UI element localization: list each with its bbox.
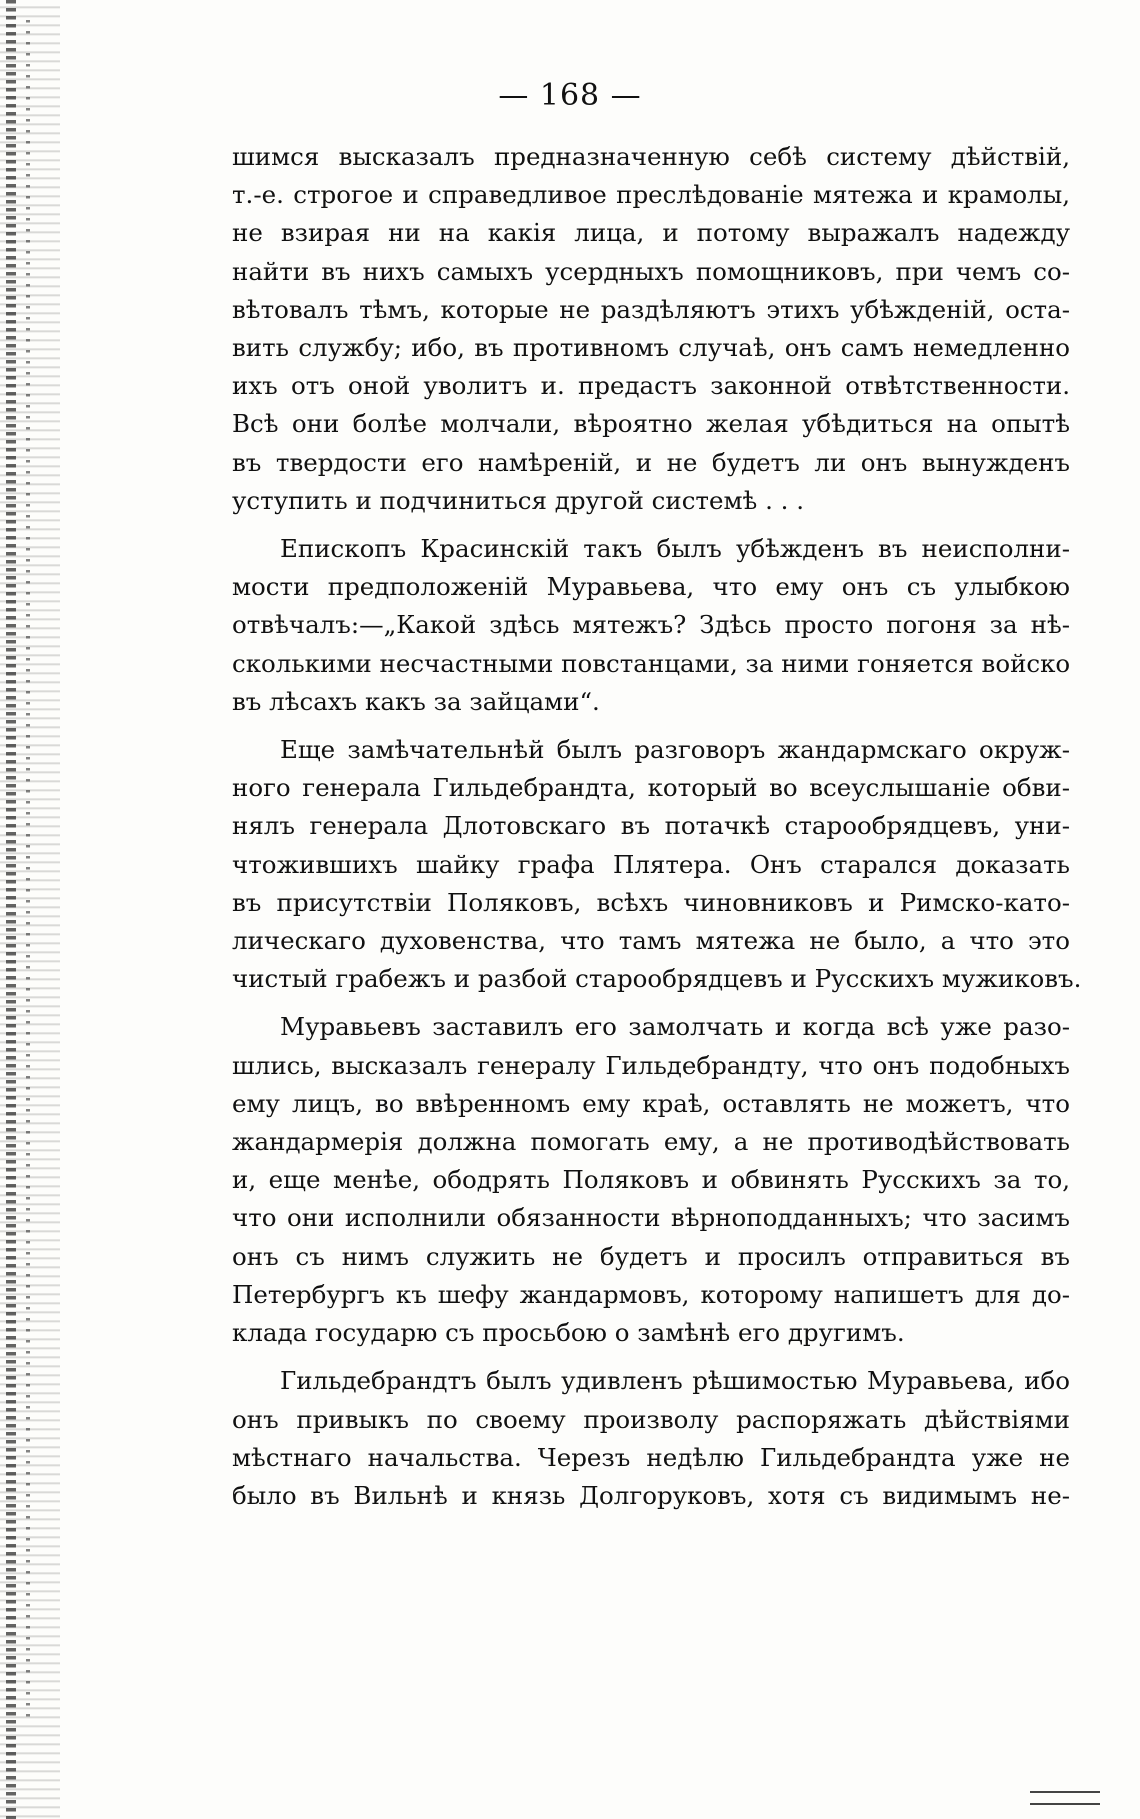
paragraph <box>232 138 1070 520</box>
page-number: — 168 — <box>498 78 642 113</box>
text-line: Петербургъ къ шефу жандармовъ, которому напишетъ для до- <box>232 1279 1070 1309</box>
text-line: т.-е. строгое и справедливое преслѣдованіе мятежа и крамолы, <box>232 180 1070 210</box>
paragraph <box>232 731 1082 998</box>
text-line: Еще замѣчательнѣй былъ разговоръ жандармскаго окруж- <box>280 735 1070 765</box>
text-line: было въ Вильнѣ и князь Долгоруковъ, хотя съ видимымъ не- <box>232 1480 1070 1510</box>
text-line: отвѣчалъ:—„Какой здѣсь мятежъ? Здѣсь просто погоня за нѣ- <box>232 610 1070 640</box>
text-line: шимся высказалъ предназначенную себѣ систему дѣйствій, <box>232 142 1070 171</box>
bottom-rule <box>1030 1791 1100 1793</box>
text-line: жандармерія должна помогать ему, а не противодѣйствовать <box>232 1127 1070 1157</box>
text-line: въ присутствіи Поляковъ, всѣхъ чиновниковъ и Римско-като- <box>232 887 1070 917</box>
text-line: найти въ нихъ самыхъ усердныхъ помощниковъ, при чемъ со- <box>232 256 1070 286</box>
text-line: вить службу; ибо, въ противномъ случаѣ, онъ самъ немедленно <box>232 333 1070 363</box>
text-line: мости предположеній Муравьева, что ему онъ съ улыбкою <box>232 572 1070 602</box>
text-line: лическаго духовенства, что тамъ мятежа не было, а что это <box>232 926 1070 956</box>
text-line: шлись, высказалъ генералу Гильдебрандту, что онъ подобныхъ <box>232 1050 1070 1080</box>
body-text <box>232 138 1082 1525</box>
text-line: ихъ отъ оной уволитъ и. предастъ законной отвѣтственности. <box>232 371 1070 401</box>
text-line: не взирая ни на какія лица, и потому выражалъ надежду <box>232 218 1070 248</box>
text-line: въ лѣсахъ какъ за зайцами“. <box>232 686 600 716</box>
text-line: сколькими несчастными повстанцами, за ними гоняется войско <box>232 648 1071 678</box>
bottom-rule-secondary <box>1030 1803 1100 1805</box>
text-line: вѣтовалъ тѣмъ, которые не раздѣляютъ этихъ убѣжденій, оста- <box>232 294 1070 324</box>
text-line: клада государю съ просьбою о замѣнѣ его другимъ. <box>232 1318 905 1348</box>
text-line: ного генерала Гильдебрандта, который во всеуслышаніе обви- <box>232 773 1070 803</box>
text-line: чтожившихъ шайку графа Плятера. Онъ старался доказать <box>232 849 1070 879</box>
text-line: мѣстнаго начальства. Черезъ недѣлю Гильдебрандта уже не <box>232 1442 1070 1472</box>
text-line: что они исполнили обязанности вѣрноподданныхъ; что засимъ <box>232 1203 1070 1233</box>
paragraph <box>232 1008 1070 1352</box>
scan-gutter-edge <box>6 0 16 1819</box>
paragraph <box>232 1362 1070 1515</box>
paragraph <box>232 530 1070 721</box>
text-line: Всѣ они болѣе молчали, вѣроятно желая убѣдиться на опытѣ <box>232 409 1070 439</box>
text-line: онъ съ нимъ служить не будетъ и просилъ отправиться въ <box>232 1241 1070 1271</box>
text-line: чистый грабежъ и разбой старообрядцевъ и Русскихъ мужиковъ. <box>232 964 1082 994</box>
text-line: нялъ генерала Длотовскаго въ потачкѣ старообрядцевъ, уни- <box>232 811 1070 841</box>
text-line: Муравьевъ заставилъ его замолчать и когда всѣ уже разо- <box>280 1012 1070 1042</box>
text-line: и, еще менѣе, ободрять Поляковъ и обвинять Русскихъ за то, <box>232 1165 1070 1195</box>
scan-gutter-edge-secondary <box>26 20 30 1720</box>
text-line: ему лицъ, во ввѣренномъ ему краѣ, оставлять не можетъ, что <box>232 1088 1070 1118</box>
text-line: Епископъ Красинскій такъ былъ убѣжденъ въ неисполни- <box>280 534 1070 564</box>
text-line: онъ привыкъ по своему произволу распоряжать дѣйствіями <box>232 1404 1070 1434</box>
text-line: уступить и подчиниться другой системѣ . . . <box>232 485 805 515</box>
text-line: Гильдебрандтъ былъ удивленъ рѣшимостью Муравьева, ибо <box>280 1366 1070 1396</box>
text-line: въ твердости его намѣреній, и не будетъ ли онъ вынужденъ <box>232 447 1070 477</box>
